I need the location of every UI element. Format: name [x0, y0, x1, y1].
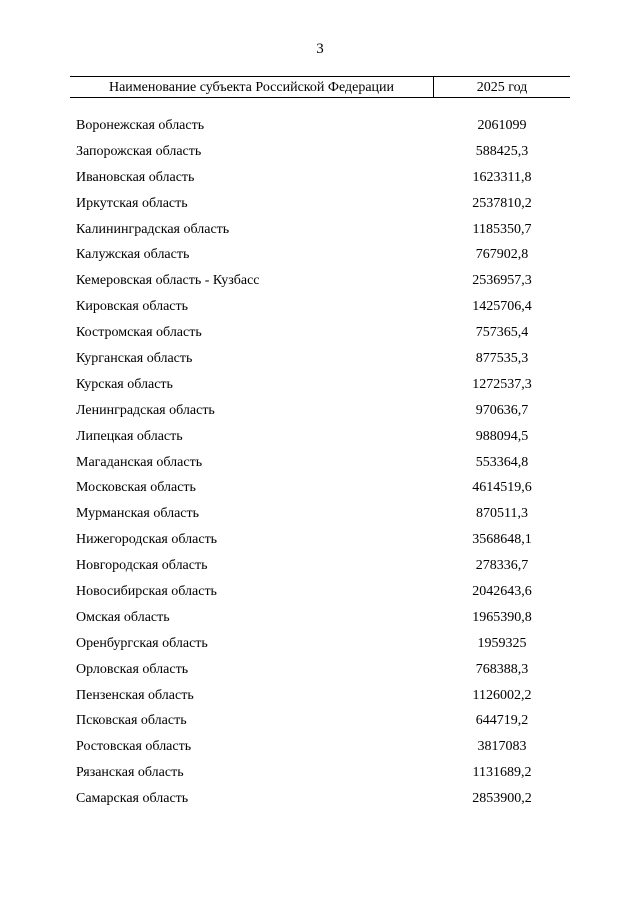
value-2025-cell: 970636,7 — [475, 402, 529, 418]
value-2025-cell: 3817083 — [477, 739, 527, 755]
region-name-cell: Липецкая область — [76, 428, 183, 444]
table-row — [0, 659, 640, 685]
value-2025-cell: 1425706,4 — [472, 299, 532, 315]
table-row — [0, 788, 640, 814]
region-name-cell: Курская область — [76, 376, 173, 392]
value-2025-cell: 1185350,7 — [472, 221, 532, 237]
region-name-cell: Кировская область — [76, 299, 189, 315]
region-name-cell: Новгородская область — [76, 558, 208, 574]
region-name-cell: Магаданская область — [76, 454, 203, 470]
value-2025-cell: 644719,2 — [475, 713, 529, 729]
value-2025-cell: 4614519,6 — [472, 480, 532, 496]
column-header-region-name: Наименование субъекта Российской Федерации — [70, 77, 434, 97]
region-name-cell: Калужская область — [76, 247, 190, 263]
region-name-cell: Московская область — [76, 480, 196, 496]
table-row — [0, 710, 640, 736]
region-name-cell: Пензенская область — [76, 687, 194, 703]
table-row — [0, 115, 640, 141]
table-row — [0, 762, 640, 788]
table-row — [0, 685, 640, 711]
region-name-cell: Воронежская область — [76, 118, 205, 133]
table-row — [0, 503, 640, 529]
table-row — [0, 193, 640, 219]
table-row — [0, 270, 640, 296]
value-2025-cell: 757365,4 — [475, 325, 529, 341]
value-2025-cell: 278336,7 — [475, 558, 529, 574]
value-2025-cell: 3568648,1 — [472, 532, 532, 548]
table-row — [0, 529, 640, 555]
value-2025-cell: 1126002,2 — [472, 687, 532, 703]
region-name-cell: Калининградская область — [76, 221, 230, 237]
table-row — [0, 426, 640, 452]
table-row — [0, 322, 640, 348]
region-name-cell: Ленинградская область — [76, 402, 215, 418]
table-row — [0, 633, 640, 659]
table-row — [0, 141, 640, 167]
value-2025-cell: 2061099 — [477, 118, 527, 133]
value-2025-cell: 2042643,6 — [472, 584, 532, 600]
region-name-cell: Рязанская область — [76, 765, 184, 781]
region-name-cell: Нижегородская область — [76, 532, 218, 548]
region-name-cell: Омская область — [76, 609, 170, 625]
value-2025-cell: 2536957,3 — [472, 273, 532, 289]
value-2025-cell: 870511,3 — [476, 506, 528, 522]
table-row — [0, 348, 640, 374]
region-name-cell: Новосибирская область — [76, 584, 217, 600]
region-name-cell: Костромская область — [76, 325, 202, 341]
region-name-cell: Курганская область — [76, 351, 193, 367]
value-2025-cell: 1131689,2 — [472, 765, 532, 781]
table-row — [0, 244, 640, 270]
region-name-cell: Ивановская область — [76, 169, 195, 185]
region-name-cell: Псковская область — [76, 713, 187, 729]
value-2025-cell: 988094,5 — [475, 428, 529, 444]
region-name-cell: Кемеровская область - Кузбасс — [76, 273, 260, 289]
value-2025-cell: 2853900,2 — [472, 791, 532, 807]
region-name-cell: Мурманская область — [76, 506, 200, 522]
value-2025-cell: 768388,3 — [475, 661, 529, 677]
table-row — [0, 452, 640, 478]
table-header — [70, 76, 570, 98]
table-row — [0, 477, 640, 503]
table-row — [0, 296, 640, 322]
page-number: 3 — [316, 41, 324, 57]
table-row — [0, 581, 640, 607]
table-row — [0, 400, 640, 426]
table-row — [0, 374, 640, 400]
value-2025-cell: 2537810,2 — [472, 195, 532, 211]
table-body — [0, 115, 640, 814]
table-row — [0, 736, 640, 762]
value-2025-cell: 877535,3 — [475, 351, 529, 367]
region-name-cell: Иркутская область — [76, 195, 188, 211]
value-2025-cell: 1965390,8 — [472, 609, 532, 625]
region-name-cell: Оренбургская область — [76, 635, 208, 651]
value-2025-cell: 588425,3 — [475, 143, 529, 159]
region-name-cell: Самарская область — [76, 791, 189, 807]
value-2025-cell: 1272537,3 — [472, 376, 532, 392]
table-row — [0, 167, 640, 193]
column-header-year: 2025 год — [476, 80, 528, 95]
table-row — [0, 555, 640, 581]
table-row — [0, 219, 640, 245]
value-2025-cell: 1959325 — [477, 635, 527, 651]
region-name-cell: Ростовская область — [76, 739, 192, 755]
region-name-cell: Запорожская область — [76, 143, 202, 159]
value-2025-cell: 767902,8 — [475, 247, 529, 263]
value-2025-cell: 1623311,8 — [472, 169, 532, 185]
value-2025-cell: 553364,8 — [475, 454, 529, 470]
table-row — [0, 607, 640, 633]
region-name-cell: Орловская область — [76, 661, 189, 677]
